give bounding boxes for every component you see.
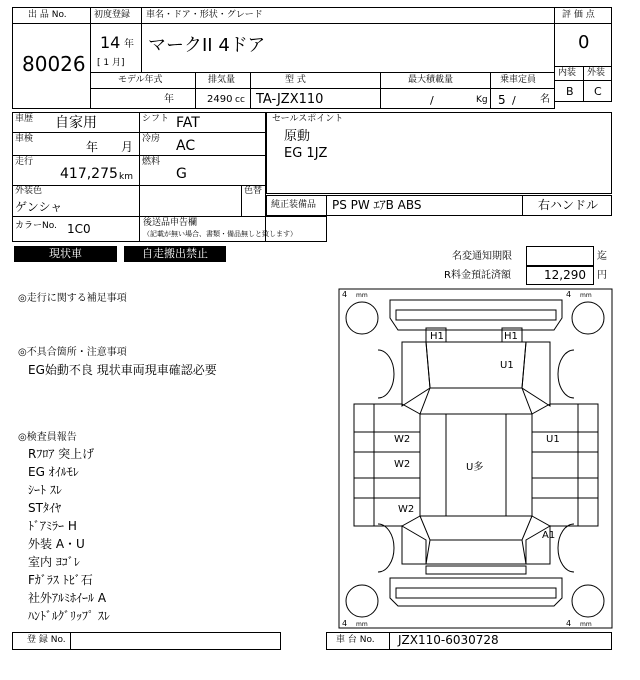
reg-label: 初度登録 xyxy=(94,10,131,20)
reg-no-label: 登 録 No. xyxy=(27,635,66,645)
score-label: 評 価 点 xyxy=(562,10,595,20)
chassis-label: 車 台 No. xyxy=(336,635,375,645)
capacity: 5 xyxy=(498,93,506,107)
tire-tr-depth: 4 xyxy=(566,290,572,299)
damage-mark: H1 xyxy=(430,331,444,342)
reg-year: 14 xyxy=(100,33,121,52)
damage-mark: W2 xyxy=(394,459,411,470)
status-no-drive-badge: 自走搬出禁止 xyxy=(124,246,226,262)
inspector-line: ﾄﾞｱﾐﾗｰ H xyxy=(28,519,77,533)
inspector-line: 室内 ﾖｺﾞﾚ xyxy=(28,555,80,569)
deadline-unit: 迄 xyxy=(597,251,607,262)
color-change-label: 色替 xyxy=(244,186,263,196)
tire-br-depth: 4 xyxy=(566,619,572,628)
max-load-slash: / xyxy=(430,94,434,107)
inspection-month: 月 xyxy=(121,140,134,154)
inspector-title: ◎検査員報告 xyxy=(18,432,77,443)
reg-month: [ 1 月] xyxy=(97,58,125,68)
max-load-label: 最大積載量 xyxy=(408,75,454,85)
interior-grade: B xyxy=(566,85,574,98)
score-value: 0 xyxy=(578,32,590,53)
mileage-label: 走行 xyxy=(15,157,34,167)
damage-mark: H1 xyxy=(504,331,518,342)
model-year-label: モデル年式 xyxy=(118,75,163,85)
tire-front-left xyxy=(346,302,378,334)
deadline-label: 名変通知期限 xyxy=(452,251,512,262)
inspector-line: EG ｵｲﾙﾓﾚ xyxy=(28,465,79,479)
recycle-value: 12,290 xyxy=(544,268,586,282)
capacity-slash: / xyxy=(512,94,516,107)
equipment-label: 純正装備品 xyxy=(271,200,317,210)
damage-mark: W2 xyxy=(394,434,411,445)
sales-point-line2: EG 1JZ xyxy=(284,146,328,161)
tire-bl-unit: mm xyxy=(356,621,368,628)
chassis-number: JZX110-6030728 xyxy=(398,633,499,647)
defect-notes-title: ◎不具合箇所・注意事項 xyxy=(18,347,127,358)
tire-rear-right xyxy=(572,585,604,617)
damage-mark: U1 xyxy=(546,434,560,445)
tire-tr-unit: mm xyxy=(580,292,592,299)
defect-line: EG始動不良 現状車両現車確認必要 xyxy=(28,363,217,377)
tire-front-right xyxy=(572,302,604,334)
fuel: G xyxy=(176,166,187,182)
displacement: 2490 xyxy=(207,94,233,105)
color-no: 1C0 xyxy=(67,222,91,236)
mileage: 417,275 xyxy=(60,166,118,182)
recycle-yen: 円 xyxy=(597,270,607,281)
damage-mark: U1 xyxy=(500,360,514,371)
cc-unit: cc xyxy=(235,95,245,105)
interior-label: 内装 xyxy=(558,68,577,78)
exterior-label: 外装 xyxy=(587,68,606,78)
inspector-line: 外装 A・U xyxy=(28,537,85,551)
steering-position: 右ハンドル xyxy=(538,198,599,212)
reg-year-unit: 年 xyxy=(124,39,134,50)
inspector-line: STﾀｲﾔ xyxy=(28,501,61,515)
ext-color: ゲンシャ xyxy=(15,200,63,214)
fuel-label: 燃料 xyxy=(142,157,161,167)
car-name-label: 車名・ドア・形状・グレード xyxy=(146,10,263,20)
inspection-label: 車検 xyxy=(15,134,34,144)
shift: FAT xyxy=(176,115,200,131)
history-label: 車歴 xyxy=(15,114,34,124)
damage-mark: W2 xyxy=(398,504,415,515)
car-damage-diagram xyxy=(338,288,614,630)
lot-number: 80026 xyxy=(22,52,86,76)
tire-rear-left xyxy=(346,585,378,617)
inspector-line: 社外ｱﾙﾐﾎｲｰﾙ A xyxy=(28,591,107,605)
type-label: 型 式 xyxy=(285,75,306,85)
color-no-label: カラーNo. xyxy=(15,221,57,231)
driving-notes-title: ◎走行に関する補足事項 xyxy=(18,293,127,304)
damage-mark: U多 xyxy=(466,462,484,473)
exterior-grade: C xyxy=(594,85,602,98)
car-name: マークII 4ドア xyxy=(148,35,266,56)
tire-bl-depth: 4 xyxy=(342,619,348,628)
capacity-label: 乗車定員 xyxy=(500,75,537,85)
tire-tl-unit: mm xyxy=(356,292,368,299)
recycle-label: R料金預託済額 xyxy=(444,270,511,281)
shift-label: シフト xyxy=(142,114,170,124)
ac: AC xyxy=(176,138,196,154)
tire-br-unit: mm xyxy=(580,621,592,628)
inspector-line: ﾊﾝﾄﾞﾙｸﾞﾘｯﾌﾟ ｽﾚ xyxy=(28,609,110,623)
inspector-line: Fｶﾞﾗｽ ﾄﾋﾞ石 xyxy=(28,573,93,587)
later-label: 後送品申告欄 xyxy=(143,218,198,228)
inspection-year: 年 xyxy=(86,140,99,154)
sales-point-label: セールスポイント xyxy=(272,114,344,124)
ac-label: 冷房 xyxy=(142,134,161,144)
tire-tl-depth: 4 xyxy=(342,290,348,299)
lot-label: 出 品 No. xyxy=(28,10,67,20)
km-unit: km xyxy=(119,172,133,182)
history: 自家用 xyxy=(55,115,97,131)
later-note: （記載が無い場合、書類・備品無しと致します） xyxy=(143,230,297,238)
model-year-unit: 年 xyxy=(164,94,174,105)
equipment-value: PS PW ｴｱB ABS xyxy=(332,198,422,212)
model-type: TA-JZX110 xyxy=(256,92,324,107)
inspector-line: Rﾌﾛｱ 突上げ xyxy=(28,447,95,461)
status-current-badge: 現状車 xyxy=(14,246,117,262)
deadline-box xyxy=(526,246,594,266)
sales-point-line1: 原動 xyxy=(284,129,311,144)
inspector-line: ｼｰﾄ ｽﾚ xyxy=(28,483,62,497)
ext-color-label: 外装色 xyxy=(15,186,43,196)
kg-unit: Kg xyxy=(476,95,488,105)
displacement-label: 排気量 xyxy=(208,75,236,85)
damage-mark: A1 xyxy=(542,530,556,541)
capacity-unit: 名 xyxy=(540,94,550,105)
